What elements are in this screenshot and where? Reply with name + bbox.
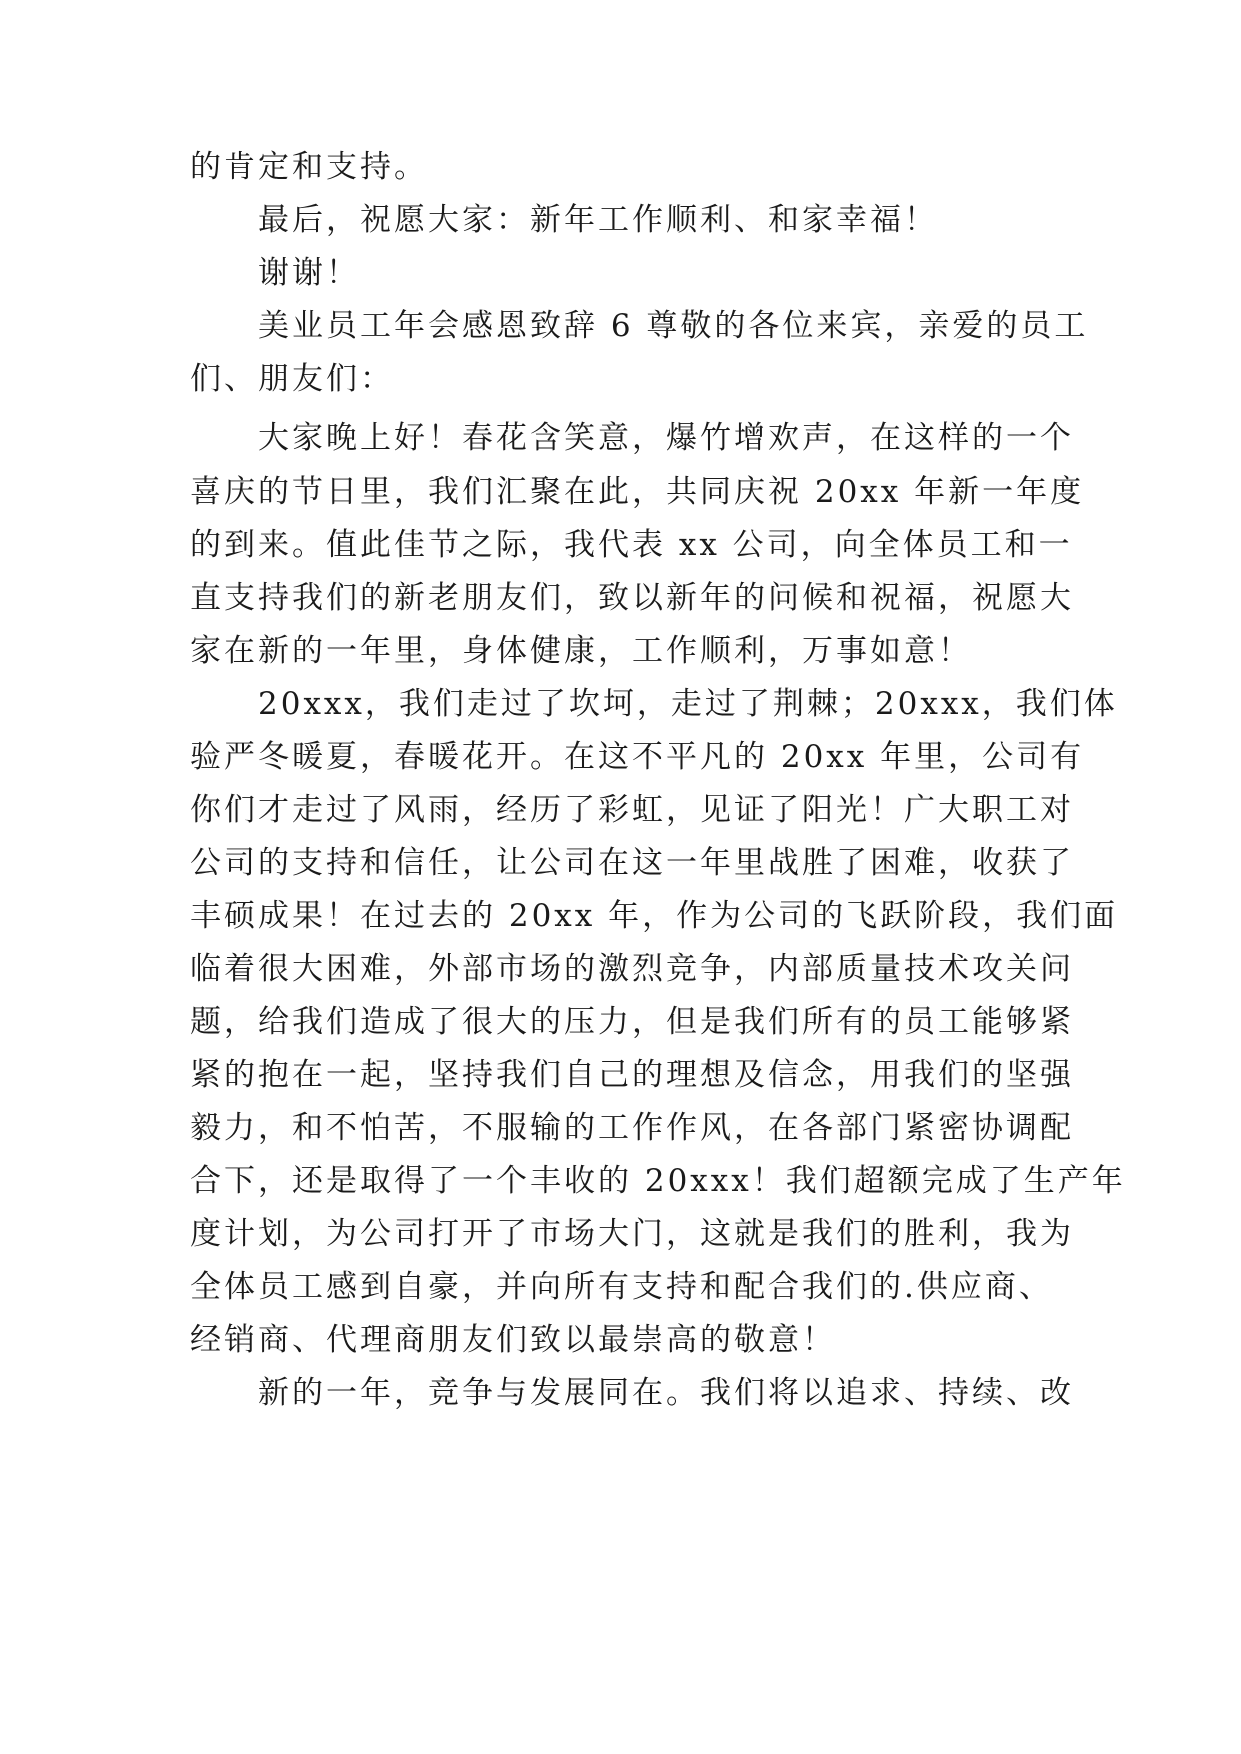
text-line: 最后，祝愿大家：新年工作顺利、和家幸福！ [258,202,938,238]
text-line: 的到来。值此佳节之际，我代表 xx 公司，向全体员工和一 [190,527,1073,563]
text-line: 直支持我们的新老朋友们，致以新年的问候和祝福，祝愿大 [190,580,1074,616]
text-line: 验严冬暖夏，春暖花开。在这不平凡的 20xx 年里，公司有 [190,739,1085,775]
text-line: 全体员工感到自豪，并向所有支持和配合我们的.供应商、 [190,1269,1053,1305]
text-line: 度计划，为公司打开了市场大门，这就是我们的胜利，我为 [190,1216,1074,1252]
text-line: 大家晚上好！春花含笑意，爆竹增欢声，在这样的一个 [258,420,1074,456]
text-line: 临着很大困难，外部市场的激烈竞争，内部质量技术攻关问 [190,951,1074,987]
text-line: 合下，还是取得了一个丰收的 20xxx！我们超额完成了生产年 [190,1163,1126,1199]
text-line: 美业员工年会感恩致辞 6 尊敬的各位来宾，亲爱的员工 [258,308,1089,344]
text-line: 你们才走过了风雨，经历了彩虹，见证了阳光！广大职工对 [190,792,1074,828]
text-line: 毅力，和不怕苦，不服输的工作作风，在各部门紧密协调配 [190,1110,1074,1146]
text-line: 家在新的一年里，身体健康，工作顺利，万事如意！ [190,633,972,669]
text-line: 们、朋友们： [190,361,394,397]
text-line: 紧的抱在一起，坚持我们自己的理想及信念，用我们的坚强 [190,1057,1074,1093]
text-line: 题，给我们造成了很大的压力，但是我们所有的员工能够紧 [190,1004,1074,1040]
text-line: 谢谢！ [258,255,360,291]
text-line: 公司的支持和信任，让公司在这一年里战胜了困难，收获了 [190,845,1074,881]
text-line: 20xxx，我们走过了坎坷，走过了荆棘；20xxx，我们体 [258,686,1118,722]
text-line: 的肯定和支持。 [190,149,428,185]
text-line: 喜庆的节日里，我们汇聚在此，共同庆祝 20xx 年新一年度 [190,474,1085,510]
text-line: 丰硕成果！在过去的 20xx 年，作为公司的飞跃阶段，我们面 [190,898,1119,934]
text-line: 经销商、代理商朋友们致以最崇高的敬意！ [190,1322,836,1358]
text-line: 新的一年，竞争与发展同在。我们将以追求、持续、改 [258,1375,1074,1411]
